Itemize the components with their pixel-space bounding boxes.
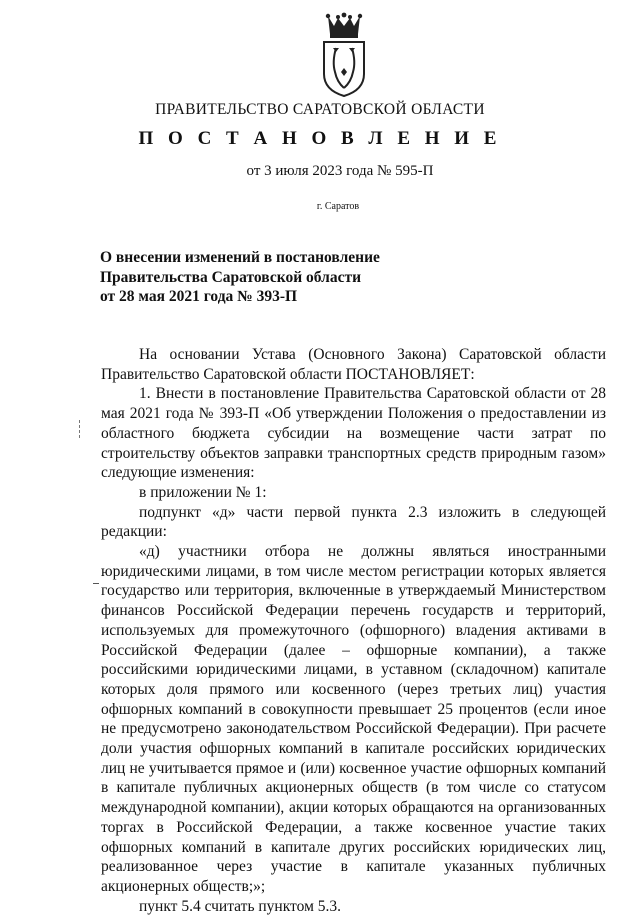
quoted-amendment-paragraph: «д) участники отбора не должны являться иностранными юридическими лицами, в том числе местом регистрации которых является государство или территория, включенные в утверждаемый Министерством финансов Российской Федерации перечень государств и территорий, используемых для промежуточного (офшорного) владения активами в Российской Федерации (далее – офшорные компании), а также российскими юридическими лицами, в уставном (складочном) капитале которых доля прямого или косвенного (через третьих лиц) участия офшорных компаний в совокупности превышает 25 процентов (если иное не предусмотрено законодательством Российской Федерации). При расчете доли участия офшорных компаний в капитале российских юридических лиц не учитывается прямое и (или) косвенное участие офшорных компаний в капитале публичных акционерных обществ (в том числе со статусом международной компании), акции которых обращаются на организованных торгах в Российской Федерации, а также косвенное участие таких офшорных компаний в капитале других российских юридических лиц, реализованное через участие в капитале указанных публичных акционерных обществ;»; bbox=[101, 543, 606, 895]
document-body bbox=[101, 345, 606, 916]
subject-line: Правительства Саратовской области bbox=[100, 268, 361, 286]
appendix-paragraph: в приложении № 1: bbox=[139, 483, 267, 501]
document-subject bbox=[100, 248, 440, 307]
document-city: г. Саратов bbox=[316, 201, 360, 212]
subject-line: от 28 мая 2021 года № 393-П bbox=[100, 288, 298, 305]
subitem-paragraph: подпункт «д» части первой пункта 2.3 изложить в следующей редакции: bbox=[101, 503, 606, 541]
issuing-authority: ПРАВИТЕЛЬСТВО САРАТОВСКОЙ ОБЛАСТИ bbox=[155, 101, 485, 118]
renumber-paragraph: пункт 5.4 считать пунктом 5.3. bbox=[139, 897, 342, 915]
coat-of-arms-emblem bbox=[318, 12, 370, 98]
margin-mark bbox=[79, 420, 82, 438]
subject-line: О внесении изменений в постановление bbox=[100, 249, 380, 266]
preamble-paragraph: На основании Устава (Основного Закона) Саратовской области Правительство Саратовской области ПОСТАНОВЛЯЕТ: bbox=[101, 346, 606, 383]
item-1-paragraph: 1. Внести в постановление Правительства Саратовской области от 28 мая 2021 года № 393-П «Об утверждении Положения о предоставлении из областного бюджета субсидии на возмещение части затрат по строительству объектов заправки транспортных средств природным газом» следующие изменения: bbox=[101, 385, 606, 482]
document-type-title: П О С Т А Н О В Л Е Н И Е bbox=[138, 128, 502, 149]
margin-mark bbox=[93, 575, 99, 584]
document-date-number: от 3 июля 2023 года № 595-П bbox=[246, 163, 434, 179]
